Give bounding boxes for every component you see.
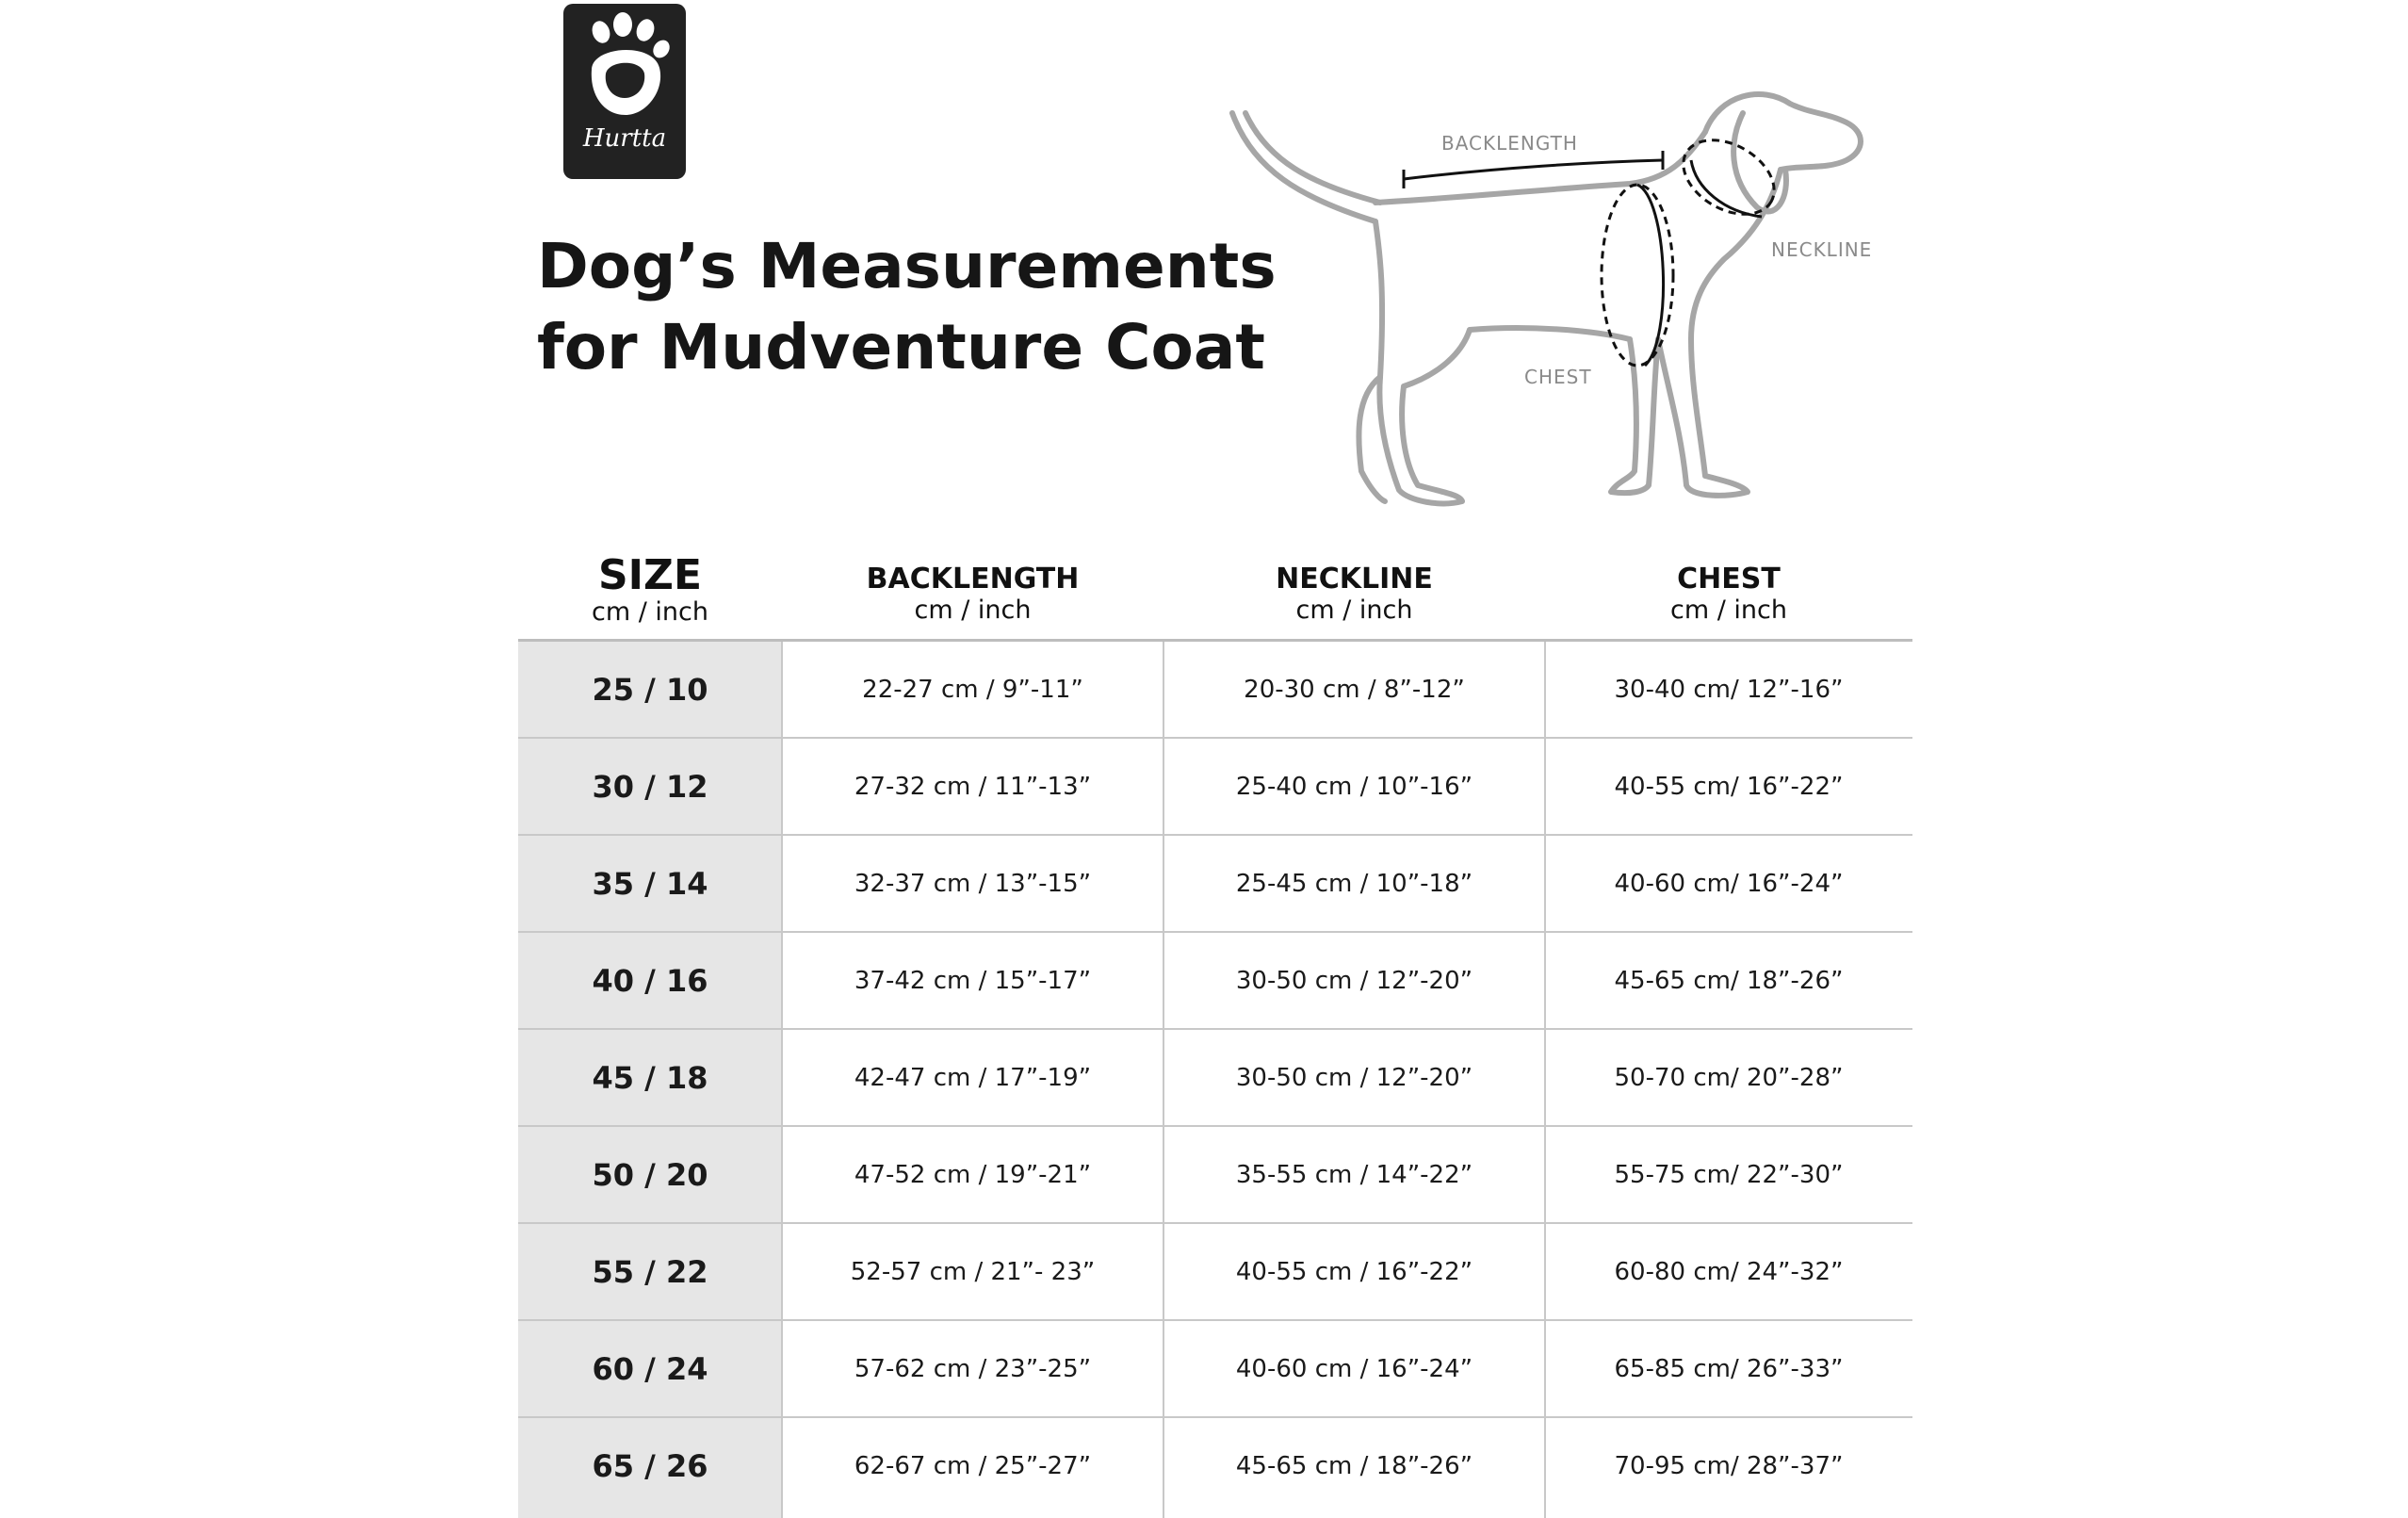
table-row [518, 1321, 1912, 1418]
cell-backlength: 32-37 cm / 13”-15” [854, 869, 1092, 898]
table-header [518, 537, 1912, 641]
cell-neckline: 45-65 cm / 18”-26” [1235, 1451, 1473, 1480]
table-row [518, 1224, 1912, 1321]
brand-logo [563, 4, 686, 179]
title-line-1: Dog’s Measurements [537, 230, 1277, 302]
logo-wordmark: Hurtta [582, 124, 667, 153]
cell-backlength: 47-52 cm / 19”-21” [854, 1160, 1092, 1189]
cell-chest: 65-85 cm/ 26”-33” [1614, 1354, 1844, 1383]
cell-chest: 45-65 cm/ 18”-26” [1614, 966, 1844, 995]
paw-icon [563, 4, 686, 179]
cell-chest: 70-95 cm/ 28”-37” [1614, 1451, 1844, 1480]
cell-size: 30 / 12 [592, 768, 708, 805]
cell-size: 65 / 26 [592, 1447, 708, 1484]
cell-size: 60 / 24 [592, 1350, 708, 1387]
table-row [518, 642, 1912, 739]
table-row [518, 1418, 1912, 1515]
cell-backlength: 52-57 cm / 21”- 23” [850, 1257, 1096, 1286]
cell-backlength: 42-47 cm / 17”-19” [854, 1063, 1092, 1092]
label-neckline: NECKLINE [1771, 238, 1873, 261]
cell-chest: 60-80 cm/ 24”-32” [1614, 1257, 1844, 1286]
cell-chest: 55-75 cm/ 22”-30” [1614, 1160, 1844, 1189]
cell-neckline: 35-55 cm / 14”-22” [1235, 1160, 1473, 1189]
cell-size: 50 / 20 [592, 1156, 708, 1193]
header-neckline: NECKLINE cm / inch [1276, 563, 1433, 625]
cell-size: 25 / 10 [592, 671, 708, 708]
cell-backlength: 22-27 cm / 9”-11” [862, 675, 1083, 704]
cell-neckline: 40-55 cm / 16”-22” [1235, 1257, 1473, 1286]
cell-neckline: 30-50 cm / 12”-20” [1235, 1063, 1473, 1092]
page-title [537, 226, 1277, 388]
cell-neckline: 20-30 cm / 8”-12” [1244, 675, 1465, 704]
label-chest: CHEST [1524, 366, 1592, 388]
cell-chest: 40-55 cm/ 16”-22” [1614, 772, 1844, 801]
table-row [518, 1030, 1912, 1127]
cell-backlength: 62-67 cm / 25”-27” [854, 1451, 1092, 1480]
dog-measurement-illustration [1215, 57, 1912, 518]
table-row [518, 836, 1912, 933]
cell-size: 45 / 18 [592, 1059, 708, 1096]
title-line-2: for Mudventure Coat [537, 311, 1265, 384]
cell-neckline: 30-50 cm / 12”-20” [1235, 966, 1473, 995]
table-row [518, 933, 1912, 1030]
cell-size: 55 / 22 [592, 1253, 708, 1290]
label-backlength: BACKLENGTH [1441, 132, 1578, 155]
cell-backlength: 57-62 cm / 23”-25” [854, 1354, 1092, 1383]
header-chest: CHEST cm / inch [1670, 563, 1787, 625]
cell-chest: 50-70 cm/ 20”-28” [1614, 1063, 1844, 1092]
cell-size: 40 / 16 [592, 962, 708, 999]
header-size: SIZE cm / inch [592, 551, 708, 627]
table-row [518, 739, 1912, 836]
table-row [518, 1127, 1912, 1224]
cell-backlength: 27-32 cm / 11”-13” [854, 772, 1092, 801]
cell-neckline: 25-45 cm / 10”-18” [1235, 869, 1473, 898]
dog-outline-icon [1215, 57, 1912, 518]
header-backlength: BACKLENGTH cm / inch [866, 563, 1080, 625]
cell-neckline: 40-60 cm / 16”-24” [1235, 1354, 1473, 1383]
cell-size: 35 / 14 [592, 865, 708, 902]
cell-neckline: 25-40 cm / 10”-16” [1235, 772, 1473, 801]
cell-chest: 30-40 cm/ 12”-16” [1614, 675, 1844, 704]
cell-chest: 40-60 cm/ 16”-24” [1614, 869, 1844, 898]
cell-backlength: 37-42 cm / 15”-17” [854, 966, 1092, 995]
